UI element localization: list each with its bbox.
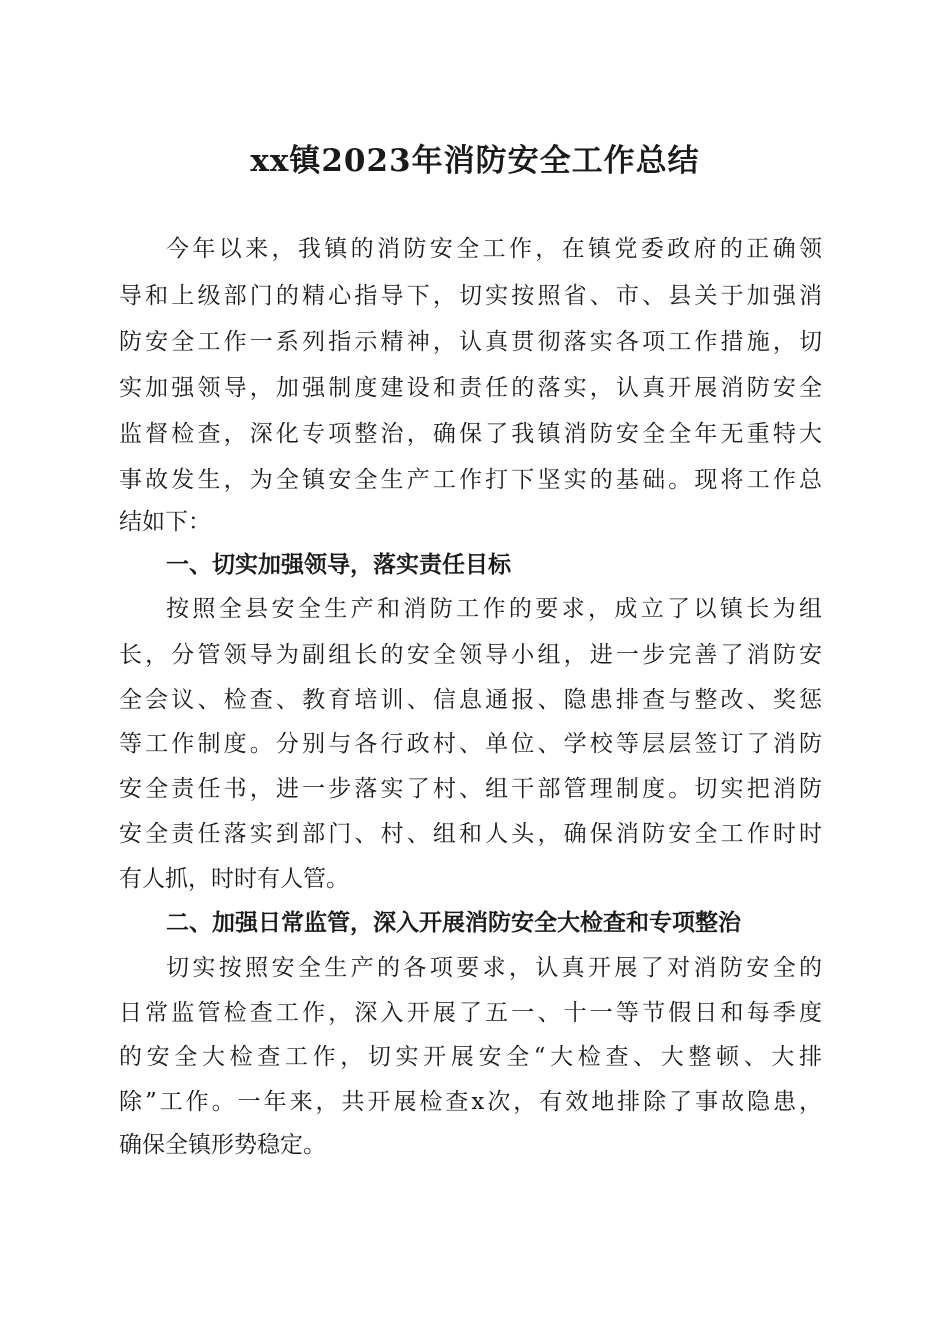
section-2-line: 切实按照安全生产的各项要求，认真开展了对消防安全的 [166, 955, 822, 981]
section-2-line: 除”工作。一年来，共开展检查x次，有效地排除了事故隐患， [119, 1089, 822, 1115]
section-1-line: 有人抓，时时有人管。 [119, 866, 349, 892]
section-1-line: 按照全县安全生产和消防工作的要求，成立了以镇长为组 [166, 596, 822, 622]
intro-line: 事故发生，为全镇安全生产工作打下坚实的基础。现将工作总 [119, 467, 822, 493]
intro-line: 导和上级部门的精心指导下，切实按照省、市、县关于加强消 [119, 283, 822, 309]
section-2-line: 日常监管检查工作，深入开展了五一、十一等节假日和每季度 [119, 1000, 822, 1026]
section-1-line: 等工作制度。分别与各行政村、单位、学校等层层签订了消防 [119, 731, 822, 757]
document-title: xx镇2023年消防安全工作总结 [250, 143, 700, 179]
section-1-line: 安全责任书，进一步落实了村、组干部管理制度。切实把消防 [119, 776, 822, 802]
section-1-line: 安全责任落实到部门、村、组和人头，确保消防安全工作时时 [119, 821, 822, 847]
intro-line: 结如下： [119, 509, 211, 535]
intro-line: 防安全工作一系列指示精神，认真贯彻落实各项工作措施，切 [119, 329, 822, 355]
section-1-heading: 一、切实加强领导，落实责任目标 [166, 552, 511, 578]
intro-line: 实加强领导，加强制度建设和责任的落实，认真开展消防安全 [119, 375, 822, 401]
intro-line: 监督检查，深化专项整治，确保了我镇消防安全全年无重特大 [119, 421, 822, 447]
section-2-heading: 二、加强日常监管，深入开展消防安全大检查和专项整治 [166, 910, 741, 936]
section-1-line: 全会议、检查、教育培训、信息通报、隐患排查与整改、奖惩 [119, 687, 822, 713]
intro-line: 今年以来，我镇的消防安全工作，在镇党委政府的正确领 [166, 236, 822, 262]
section-2-line: 的安全大检查工作，切实开展安全“大检查、大整顿、大排 [119, 1044, 822, 1070]
section-2-line: 确保全镇形势稳定。 [119, 1132, 326, 1158]
section-1-line: 长，分管领导为副组长的安全领导小组，进一步完善了消防安 [119, 642, 822, 668]
